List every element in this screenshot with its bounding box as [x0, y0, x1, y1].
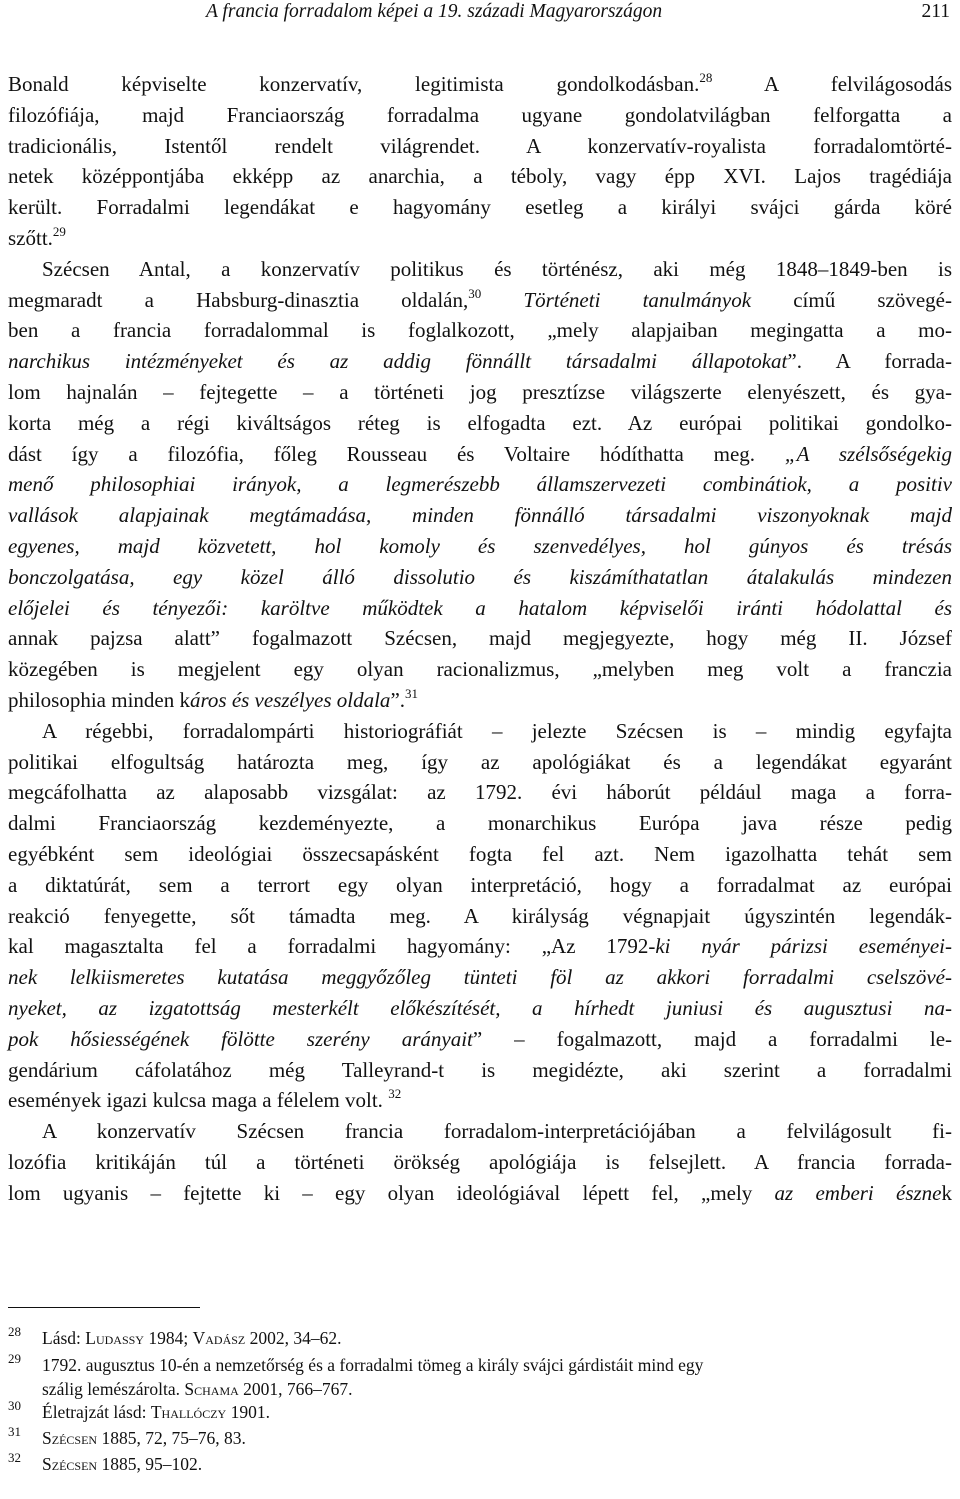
text-run: című szövegé- [751, 287, 952, 312]
running-head-title: A francia forradalom képei a 19. századi Magyarországon [206, 1, 663, 22]
text-line: egyébként sem ideológiai összecsapásként fogta fel azt. Nem igazolhatta tehát sem [8, 841, 952, 866]
text-run: 1984; [143, 1328, 193, 1348]
quote-run: „mely alapjaiban megingatta a mo- [547, 318, 952, 343]
text-run: Lásd: [42, 1328, 86, 1348]
text-line: lom hajnalán – fejtegette – a történeti jog presztízse világszerte elenyészett, és gya- [8, 379, 952, 404]
author-name: Szécsen [42, 1454, 98, 1474]
footnote-text [42, 1325, 952, 1352]
footnote-number: 32 [8, 1450, 21, 1465]
footnote-ref-31[interactable]: 31 [405, 685, 419, 701]
author-name: Ludassy [85, 1328, 144, 1348]
text-line: netek középpontjába ekképp az anarchia, a téboly, vagy épp XVI. Lajos tragédiája [8, 164, 952, 189]
author-name: Vadász [192, 1328, 246, 1348]
text-run: ”. [390, 687, 406, 712]
page-number: 211 [921, 1, 950, 22]
text-run: ben a francia forradalommal is foglalkozott, [8, 318, 548, 343]
footnote-28 [8, 1325, 952, 1352]
text-line: reakció fenyegette, sőt támadta meg. A királyság végnapjait úgyszintén legendák- [8, 903, 952, 928]
quote-run: „mely [701, 1180, 775, 1205]
footnote-32 [8, 1451, 952, 1477]
text-run: ”. A forrada- [787, 349, 952, 374]
text-line [8, 223, 952, 254]
text-line [8, 285, 952, 316]
text-line: A régebbi, forradalompárti historiográfiát – jelezte Szécsen is – mindig egyfajta [42, 718, 952, 743]
text-line: gendárium cáfolatához még Talleyrand-t is megidézte, aki szerint a forradalmi [8, 1057, 952, 1082]
quote-run: philosophia minden k [8, 687, 190, 712]
author-name: Szécsen [42, 1428, 98, 1448]
quote-run: az emberi észne [774, 1180, 942, 1205]
text-line [8, 654, 952, 685]
text-line: dalmi Franciaország kezdeményezte, a monarchikus Európa java része pedig [8, 811, 952, 836]
text-line [8, 685, 952, 716]
footnote-text [42, 1451, 952, 1477]
text-run: 1901. [226, 1402, 270, 1422]
text-run: ” – fogalmazott, majd a forradalmi le- [472, 1026, 953, 1051]
quote-run: „A szélsőségekig [784, 441, 952, 466]
quote-run: „melyben meg volt a franczia [592, 657, 952, 682]
book-title: Történeti tanulmányok [523, 287, 752, 312]
text-line: politikai elfogultság határozta meg, így az apológiákat és a legendákat egyaránt [8, 749, 952, 774]
quote-run: annak pajzsa alatt [8, 626, 211, 651]
quote-run: pok hősiességének fölötte szerény arányait [8, 1026, 473, 1051]
text-line [8, 346, 952, 377]
text-line: került. Forradalmi legendákat e hagyomány esetleg a királyi svájci gárda köré [8, 195, 952, 220]
text-line [8, 1085, 952, 1116]
text-line: nek lelkiismeretes kutatása meggyőzőleg tünteti föl az akkori forradalmi cselszövé- [8, 965, 952, 990]
text-line: egyenes, majd közvetett, hol komoly és szenvedélyes, hol gúnyos és trésás [8, 533, 952, 558]
footnote-text [42, 1425, 952, 1451]
footnote-ref-29[interactable]: 29 [52, 223, 66, 239]
footnote-number: 29 [8, 1351, 21, 1366]
footnote-separator [8, 1307, 200, 1308]
text-line: nyeket, az izgatottság mesterkélt előkészítését, a hírhedt juniusi és augusztusi na- [8, 995, 952, 1020]
text-line: előjelei és tényezői: karöltve működtek a hatalom képviselői iránti hódolattal és [8, 595, 952, 620]
text-run: ” fogalmazott Szécsen, majd megjegyezte, hogy még II. József [210, 626, 953, 651]
text-run: Életrajzát lásd: [42, 1402, 151, 1422]
text-line: filozófiája, majd Franciaország forradalma ugyane gondolatvilágban felforgatta a [8, 102, 952, 127]
text-line: vallások alapjainak megtámadása, minden fönnálló társadalmi viszonyoknak majd [8, 503, 952, 528]
running-head [8, 0, 952, 24]
text-run: szőtt. [8, 225, 53, 250]
footnote-ref-28[interactable]: 28 [699, 70, 713, 85]
footnote-number: 31 [8, 1424, 21, 1439]
text-run: 2002, 34–62. [245, 1328, 342, 1348]
text-line [8, 439, 952, 470]
text-run: 1885, 72, 75–76, 83. [97, 1428, 246, 1448]
text-line [8, 931, 952, 962]
text-run: k [941, 1180, 952, 1205]
footnote-30 [8, 1399, 952, 1425]
text-line [8, 1024, 952, 1055]
text-line [8, 69, 952, 100]
quote-run: narchikus intézményeket és az addig fönnállt társadalmi állapotokat [8, 349, 788, 374]
text-line: tradicionális, Istentől rendelt világrendet. A konzervatív-royalista forradalomtörté- [8, 133, 952, 158]
footnote-ref-32[interactable]: 32 [388, 1086, 402, 1102]
text-run: dást így a filozófia, főleg Rousseau és Voltaire hódíthatta meg. [8, 441, 785, 466]
text-run: közegében is megjelent egy olyan racionalizmus, [8, 657, 593, 682]
author-name: Thallóczy [150, 1402, 227, 1422]
text-run: Bonald képviselte konzervatív, legitimista gondolkodásban. [8, 72, 700, 96]
text-line: menő philosophiai irányok, a legmerészebb államszervezeti combinátiok, a positiv [8, 472, 952, 497]
footnote-ref-30[interactable]: 30 [468, 285, 482, 301]
footnote-29 [8, 1352, 952, 1399]
text-run: 1885, 95–102. [97, 1454, 203, 1474]
text-run: A felvilágosodás [712, 72, 953, 96]
footnote-text: 1792. augusztus 10-én a nemzetőrség és a forradalmi tömeg a király svájci gárdistáit mind egy [42, 1355, 704, 1375]
footnote-text [42, 1379, 952, 1399]
text-line: a diktatúrát, sem a terrort egy olyan interpretáció, hogy a forradalmat az európai [8, 872, 952, 897]
text-run: szálig lemészárolta. [42, 1379, 185, 1399]
text-line: bonczolgatása, egy közel álló dissolutio és kiszámíthatatlan átalakulás mindezen [8, 564, 952, 589]
text-run: események igazi kulcsa maga a félelem volt. [8, 1088, 383, 1113]
footnote-text [42, 1399, 952, 1425]
text-run: kal magasztalta fel a forradalmi hagyomány: [8, 934, 542, 959]
text-line [8, 315, 952, 346]
author-name: Schama [184, 1379, 239, 1399]
footnote-31 [8, 1425, 952, 1451]
text-run [481, 288, 523, 312]
text-line: A konzervatív Szécsen francia forradalom-interpretációjában a felvilágosult fi- [42, 1119, 952, 1144]
footnote-number: 30 [8, 1398, 21, 1413]
text-line: Szécsen Antal, a konzervatív politikus és történész, aki még 1848–1849-ben is [42, 256, 952, 281]
text-line [8, 1178, 952, 1209]
quote-run: áros és veszélyes oldala [190, 687, 391, 712]
text-line: megcáfolhatta az alaposabb vizsgálat: az 1792. évi háborút például maga a forra- [8, 780, 952, 805]
text-run: megmaradt a Habsburg-dinasztia oldalán, [8, 287, 469, 312]
text-run: lom ugyanis – fejtette ki – egy olyan ideológiával lépett fel, [8, 1180, 701, 1205]
text-line: lozófia kritikáján túl a történeti örökség apológiája is felsejlett. A francia forrada- [8, 1149, 952, 1174]
quote-run: „Az 1792- [541, 934, 656, 959]
quote-run: ki nyár párizsi eseményei- [655, 934, 952, 959]
text-line: korta még a régi kiváltságos réteg is elfogadta ezt. Az európai politikai gondolko- [8, 410, 952, 435]
text-line [8, 623, 952, 654]
text-run: 2001, 766–767. [238, 1379, 353, 1399]
body-text [8, 69, 952, 1208]
footnote-number: 28 [8, 1324, 21, 1339]
footnotes [8, 1325, 952, 1477]
